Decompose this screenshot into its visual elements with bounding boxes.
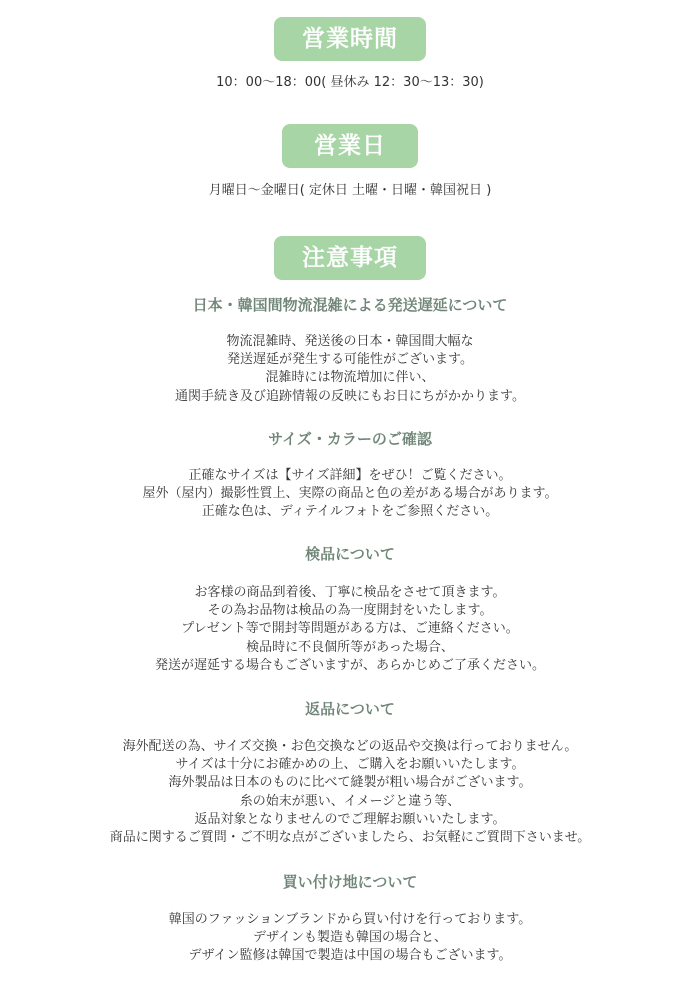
text-line: 発送遅延が発生する可能性がございます。 (227, 352, 473, 368)
text-line: 屋外（屋内）撮影性質上、実際の商品と色の差がある場合があります。 (142, 486, 558, 502)
business-hours-badge: 営業時間 (274, 17, 426, 61)
text-line: 糸の始末が悪い、イメージと違う等、 (239, 793, 461, 809)
section-heading-size-color: サイズ・カラーのご確認 (268, 430, 432, 448)
text-line: 正確なサイズは【サイズ詳細】をぜひ！ご覧ください。 (188, 468, 512, 483)
section-body-size-color (0, 467, 700, 522)
section-body-purchase-location (0, 911, 700, 966)
text-line: 返品対象となりませんのでご理解お願いいたします。 (194, 811, 506, 827)
text-line: 商品に関するご質問・ご不明な点がございましたら、お気軽にご質問下さいませ。 (109, 830, 591, 846)
section-heading-purchase-location: 買い付け地について (282, 873, 418, 891)
text-line: お客様の商品到着後、丁寧に検品をさせて頂きます。 (194, 585, 506, 600)
business-days-text: 月曜日〜金曜日( 定休日 土曜・日曜・韓国祝日 ) (208, 183, 492, 198)
section-body-inspection (0, 584, 700, 675)
section-body-shipping-delay (0, 333, 700, 406)
text-line: 海外配送の為、サイズ交換・お色交換などの返品や交換は行っておりません。 (122, 739, 578, 754)
text-line: サイズは十分にお確かめの上、ご購入をお願いいたします。 (175, 757, 525, 773)
business-hours-text: 10：00〜18：00( 昼休み 12：30〜13：30) (216, 75, 484, 90)
section-heading-returns: 返品について (305, 700, 395, 718)
text-line: デザイン監修は韓国で製造は中国の場合もございます。 (188, 948, 512, 964)
text-line: 物流混雑時、発送後の日本・韓国間大幅な (226, 334, 474, 349)
text-line: 発送が遅延する場合もございますが、あらかじめご了承ください。 (154, 657, 545, 673)
text-line: その為お品物は検品の為一度開封をいたします。 (207, 603, 493, 619)
text-line: 韓国のファッションブランドから買い付けを行っております。 (168, 912, 532, 927)
notes-badge: 注意事項 (274, 236, 426, 280)
text-line: 海外製品は日本のものに比べて縫製が粗い場合がございます。 (168, 775, 532, 791)
text-line: 正確な色は、ディテイルフォトをご参照ください。 (201, 504, 499, 520)
text-line: 通関手続き及び追跡情報の反映にもお日にちがかかります。 (175, 388, 525, 404)
section-heading-inspection: 検品について (305, 545, 395, 563)
text-line: 検品時に不良個所等があった場合、 (246, 639, 454, 655)
section-heading-shipping-delay: 日本・韓国間物流混雑による発送遅延について (192, 296, 508, 314)
business-days-badge: 営業日 (282, 124, 418, 168)
text-line: プレゼント等で開封等問題がある方は、ご連絡ください。 (181, 621, 519, 637)
section-body-returns (0, 738, 700, 847)
text-line: デザインも製造も韓国の場合と、 (252, 930, 448, 946)
text-line: 混雑時には物流増加に伴い、 (265, 370, 435, 386)
